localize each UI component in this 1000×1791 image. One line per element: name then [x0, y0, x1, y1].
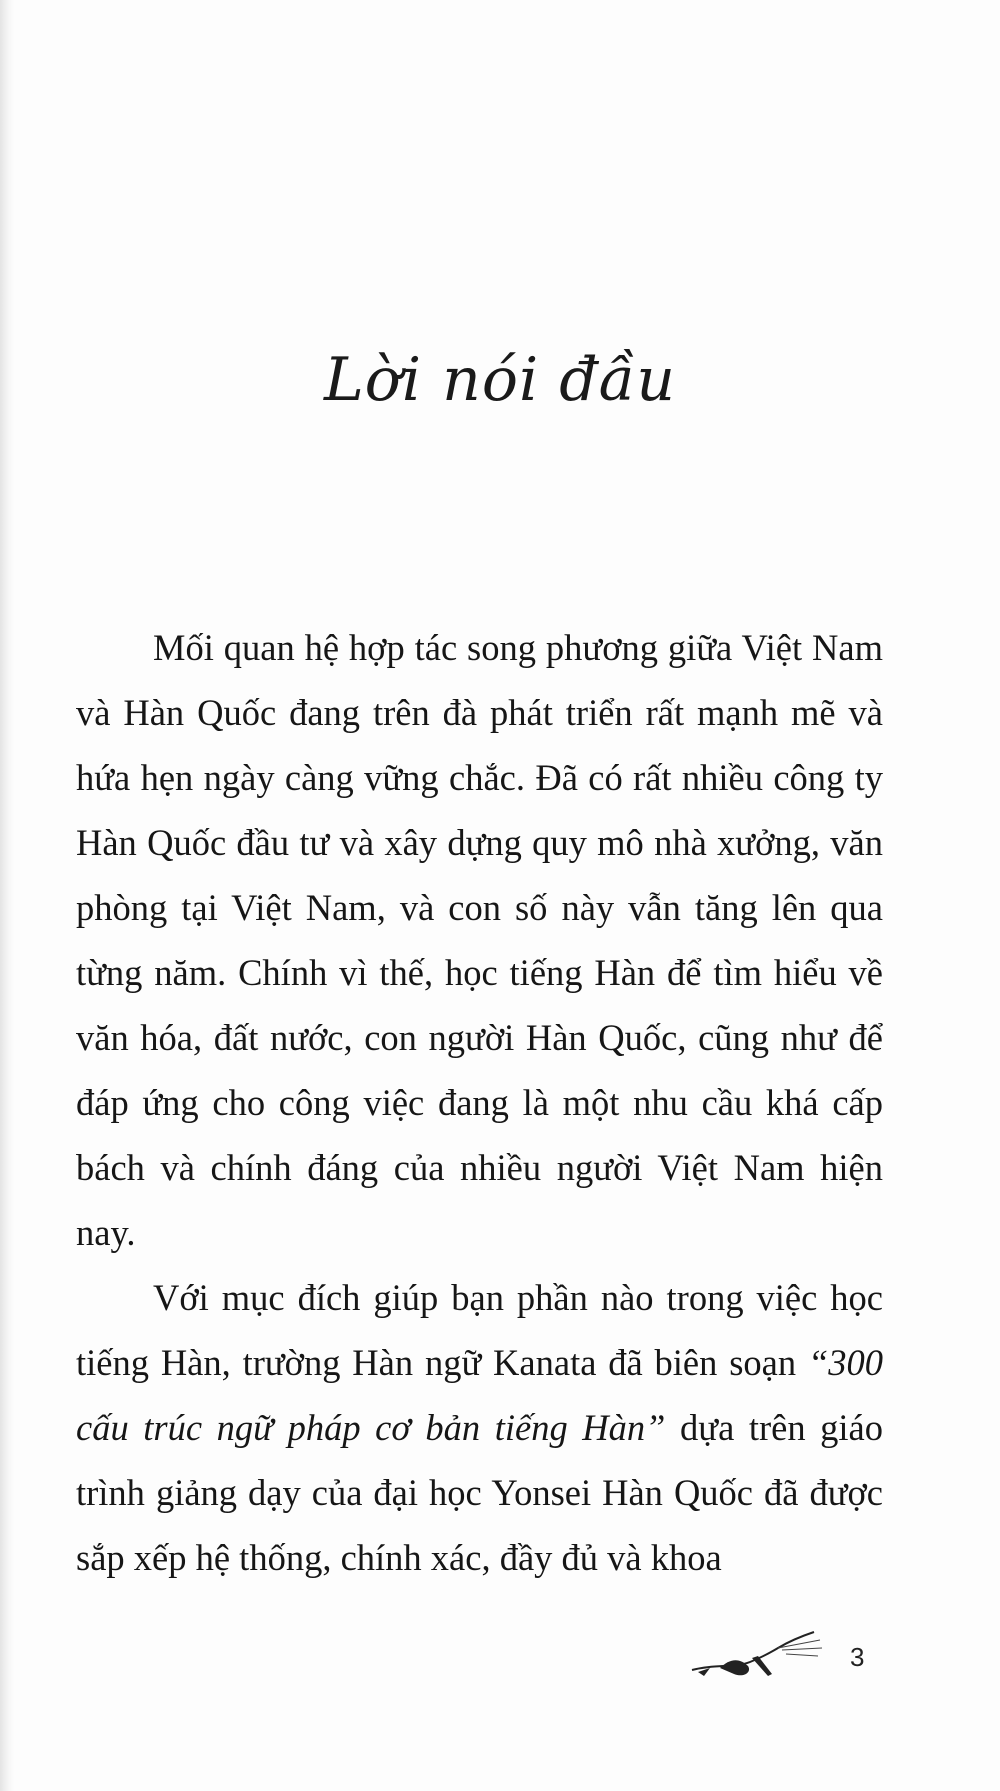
- page-number: 3: [850, 1642, 865, 1672]
- page-footer: [0, 1620, 1000, 1700]
- book-title-emphasis: “300 cấu trúc ngữ pháp cơ bản tiếng Hàn”: [76, 1342, 883, 1448]
- paragraph-1: Mối quan hệ hợp tác song phương giữa Việt Nam và Hàn Quốc đang trên đà phát triển rất mạnh mẽ và hứa hẹn ngày càng vững chắc. Đã có rất nhiều công ty Hàn Quốc đầu tư và xây dựng quy mô nhà xưởng, văn phòng tại Việt Nam, và con số này vẫn tăng lên qua từng năm. Chính vì thế, học tiếng Hàn để tìm hiểu về văn hóa, đất nước, con người Hàn Quốc, cũng như để đáp ứng cho công việc đang là một nhu cầu khá cấp bách và chính đáng của nhiều người Việt Nam hiện nay.: [76, 627, 883, 1253]
- paragraph-2: [76, 1265, 883, 1590]
- body-text: [76, 615, 883, 1590]
- page-title: Lời nói đầu: [323, 345, 677, 415]
- quill-ornament-icon: [690, 1628, 830, 1688]
- paragraph-2-end: dựa trên giáo trình giảng dạy của đại học Yonsei Hàn Quốc đã được sắp xếp hệ thống, chính xác, đầy đủ và khoa: [76, 1407, 883, 1578]
- binding-shadow: [0, 0, 14, 1791]
- paragraph-2-start: Với mục đích giúp bạn phần nào trong việc học tiếng Hàn, trường Hàn ngữ Kanata đã biên soạn: [76, 1277, 883, 1383]
